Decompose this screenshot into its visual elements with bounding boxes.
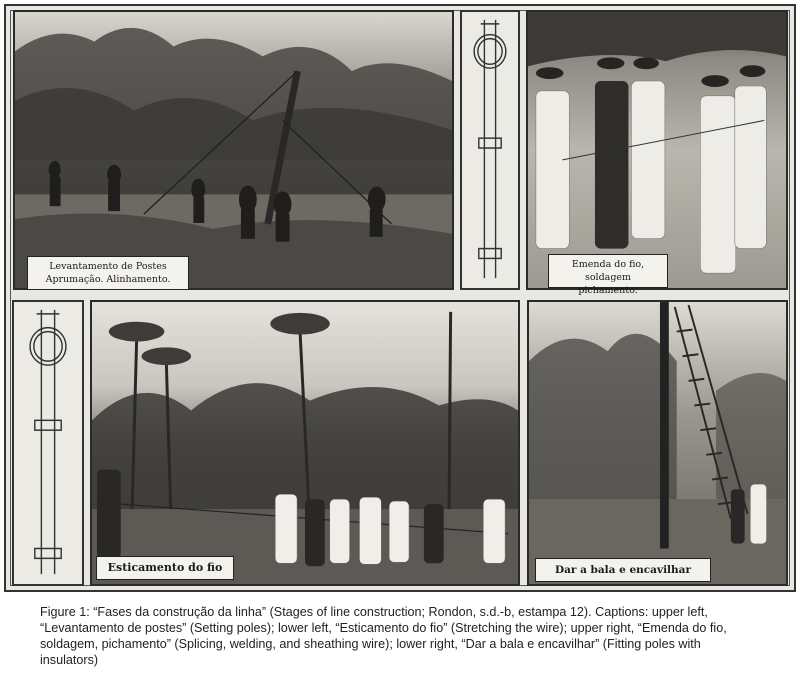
caption-upper-right <box>548 254 668 296</box>
photo-splicing-wire <box>526 10 788 296</box>
caption-upper-left <box>27 256 189 290</box>
pole-ornament-icon <box>14 302 82 584</box>
photo-stretching-wire <box>90 300 520 586</box>
caption-lower-left: Esticamento do fio <box>96 556 234 580</box>
photo-stretching-wire-image <box>92 302 518 584</box>
photo-fitting-insulators-image <box>529 302 786 584</box>
caption-upper-right-line2: pichamento. <box>578 285 638 296</box>
decorative-ornament-left <box>12 300 84 586</box>
photo-splicing-wire-image <box>528 12 786 288</box>
figure-caption: Figure 1: “Fases da construção da linha” (Stages of line construction; Rondon, s.d.-b, estampa 12). Captions: upper left, “Levantamento de postes” (Setting poles); lower left, “Esticamento do fio” (Stretching the wire); upper right, “Emenda do fio, soldagem, pichamento” (Splicing, welding, and sheathing wire); lower right, “Dar a bala e encavilhar” (Fitting poles with insulators) <box>40 605 727 667</box>
pole-ornament-icon <box>462 12 518 288</box>
caption-upper-right-line1: Emenda do fio, soldagem <box>571 259 645 283</box>
decorative-ornament-top <box>460 10 520 290</box>
photo-setting-poles-image <box>15 12 452 288</box>
caption-upper-left-line2: Aprumação. Alinhamento. <box>45 274 171 285</box>
photo-setting-poles <box>13 10 454 290</box>
photo-fitting-insulators <box>527 300 788 586</box>
caption-upper-left-line1: Levantamento de Postes <box>49 261 167 272</box>
caption-lower-right: Dar a bala e encavilhar <box>535 558 711 582</box>
